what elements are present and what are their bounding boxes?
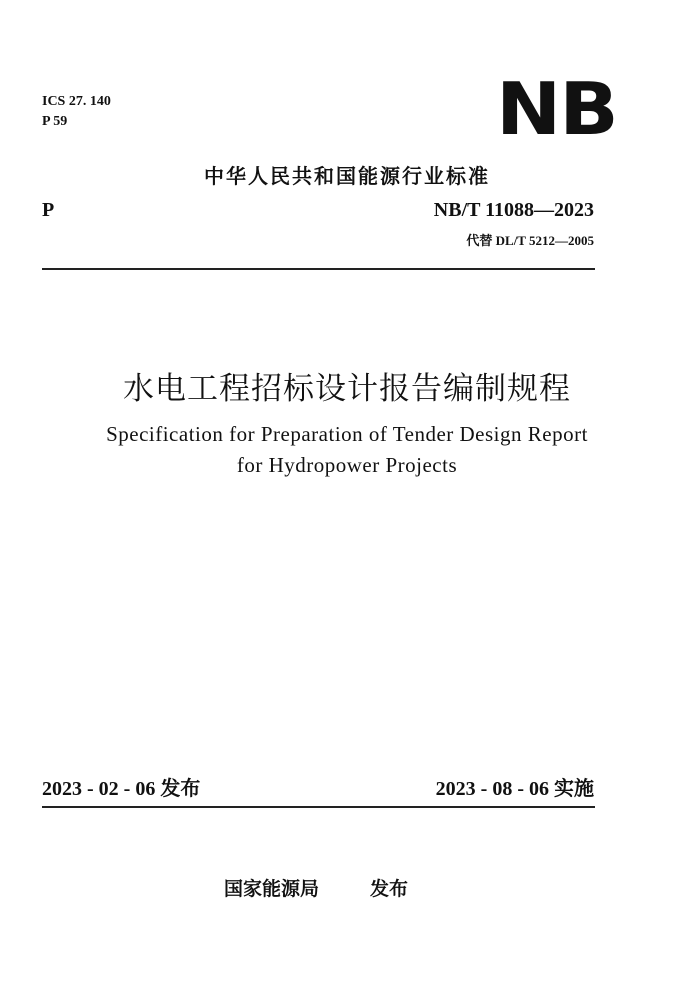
document-title-chinese: 水电工程招标设计报告编制规程 xyxy=(123,371,571,406)
issue-date: 2023 - 02 - 06 发布 xyxy=(42,778,201,800)
document-title-english xyxy=(0,419,694,481)
ccs-code: P 59 xyxy=(42,114,68,129)
bottom-divider xyxy=(42,806,595,808)
top-divider xyxy=(42,268,595,270)
category-letter: P xyxy=(42,199,55,221)
english-title-line-2: for Hydropower Projects xyxy=(236,453,458,477)
ics-code: ICS 27. 140 xyxy=(42,94,111,109)
replaces-standard: 代替 DL/T 5212—2005 xyxy=(466,233,594,248)
implementation-date: 2023 - 08 - 06 实施 xyxy=(435,778,594,800)
nb-logo: NB xyxy=(496,68,617,152)
publisher-name: 国家能源局 xyxy=(224,878,320,900)
standard-series-title: 中华人民共和国能源行业标准 xyxy=(204,164,490,188)
publish-action: 发布 xyxy=(370,878,409,900)
classification-codes xyxy=(42,92,111,132)
standard-number: NB/T 11088—2023 xyxy=(433,199,594,221)
english-title-line-1: Specification for Preparation of Tender Design Report xyxy=(106,422,588,446)
